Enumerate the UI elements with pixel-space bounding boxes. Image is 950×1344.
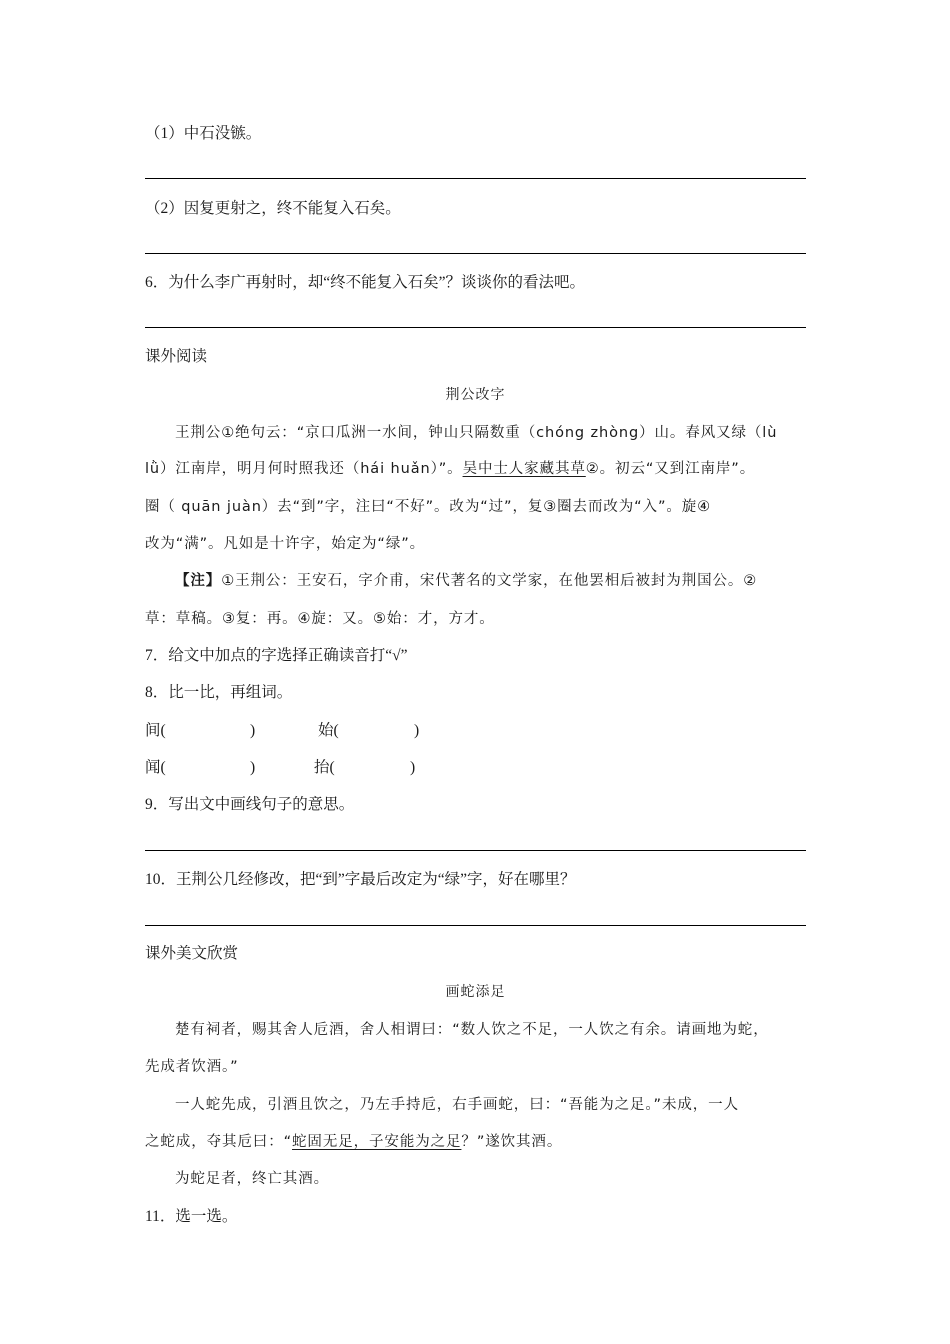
question-8: 8．比一比，再组词。	[145, 684, 293, 701]
word-blank-label: 闻(	[145, 759, 166, 776]
passage-line: 改为“满”。凡如是十许字，始定为“绿”。	[145, 536, 426, 552]
word-blank-label: 间(	[145, 722, 166, 739]
passage-line	[145, 459, 755, 479]
question-5-1: （1）中石没镞。	[145, 125, 262, 142]
passage-text: ？”遂饮其酒。	[461, 1134, 563, 1150]
question-9: 9．写出文中画线句子的意思。	[145, 796, 355, 813]
word-blank-close: )	[250, 722, 256, 739]
word-blank-close: )	[410, 759, 416, 776]
passage-line: 为蛇足者，终亡其酒。	[175, 1171, 329, 1187]
note-text: ①王荆公：王安石，字介甫，宋代著名的文学家，在他罢相后被封为荆国公。②	[221, 573, 758, 589]
note-label: 【注】	[175, 573, 222, 589]
underlined-sentence: 吴中士人家藏其草	[462, 461, 586, 477]
question-7: 7．给文中加点的字选择正确读音打“√”	[145, 647, 408, 664]
question-10: 10．王荆公几经修改，把“到”字最后改定为“绿”字，好在哪里？	[145, 871, 576, 888]
passage-line: 先成者饮酒。”	[145, 1059, 239, 1075]
answer-line[interactable]	[145, 925, 806, 926]
passage-title-jinggong: 荆公改字	[445, 387, 506, 403]
answer-line[interactable]	[145, 850, 806, 851]
underlined-sentence: 蛇固无足，子安能为之足	[292, 1134, 462, 1150]
passage-text: lǜ）江南岸，明月何时照我还（hái huǎn）”。	[145, 461, 463, 477]
question-6: 6．为什么李广再射时，却“终不能复入石矣”？谈谈你的看法吧。	[145, 274, 586, 291]
note-line	[175, 571, 757, 591]
passage-line: 一人蛇先成，引酒且饮之，乃左手持卮，右手画蛇，曰：“吾能为之足。”未成，一人	[175, 1097, 739, 1113]
passage-title-huashe: 画蛇添足	[445, 984, 506, 1000]
section-heading-appreciation: 课外美文欣赏	[145, 945, 239, 962]
passage-text: ②。初云“又到江南岸”。	[585, 461, 756, 477]
passage-text: 之蛇成，夺其卮曰：“	[145, 1134, 293, 1150]
passage-line: 楚有祠者，赐其舍人卮酒，舍人相谓曰：“数人饮之不足，一人饮之有余。请画地为蛇，	[175, 1022, 769, 1038]
passage-line: 圈（ quān juàn）去“到”字，注曰“不好”。改为“过”，复③圈去而改为“入”。旋④	[145, 499, 712, 515]
answer-line[interactable]	[145, 178, 806, 179]
answer-line[interactable]	[145, 253, 806, 254]
word-blank-close: )	[250, 759, 256, 776]
note-line: 草：草稿。③复：再。④旋：又。⑤始：才，方才。	[145, 611, 495, 627]
word-blank-close: )	[414, 722, 420, 739]
passage-line	[145, 1132, 562, 1152]
passage-line: 王荆公①绝句云：“京口瓜洲一水间，钟山只隔数重（chóng zhòng）山。春风又绿（lù	[175, 425, 778, 441]
question-11: 11．选一选。	[145, 1208, 238, 1225]
word-blank-label: 抬(	[314, 759, 335, 776]
answer-line[interactable]	[145, 327, 806, 328]
question-5-2: （2）因复更射之，终不能复入石矣。	[145, 200, 401, 217]
section-heading-reading: 课外阅读	[145, 348, 208, 365]
word-blank-label: 始(	[318, 722, 339, 739]
